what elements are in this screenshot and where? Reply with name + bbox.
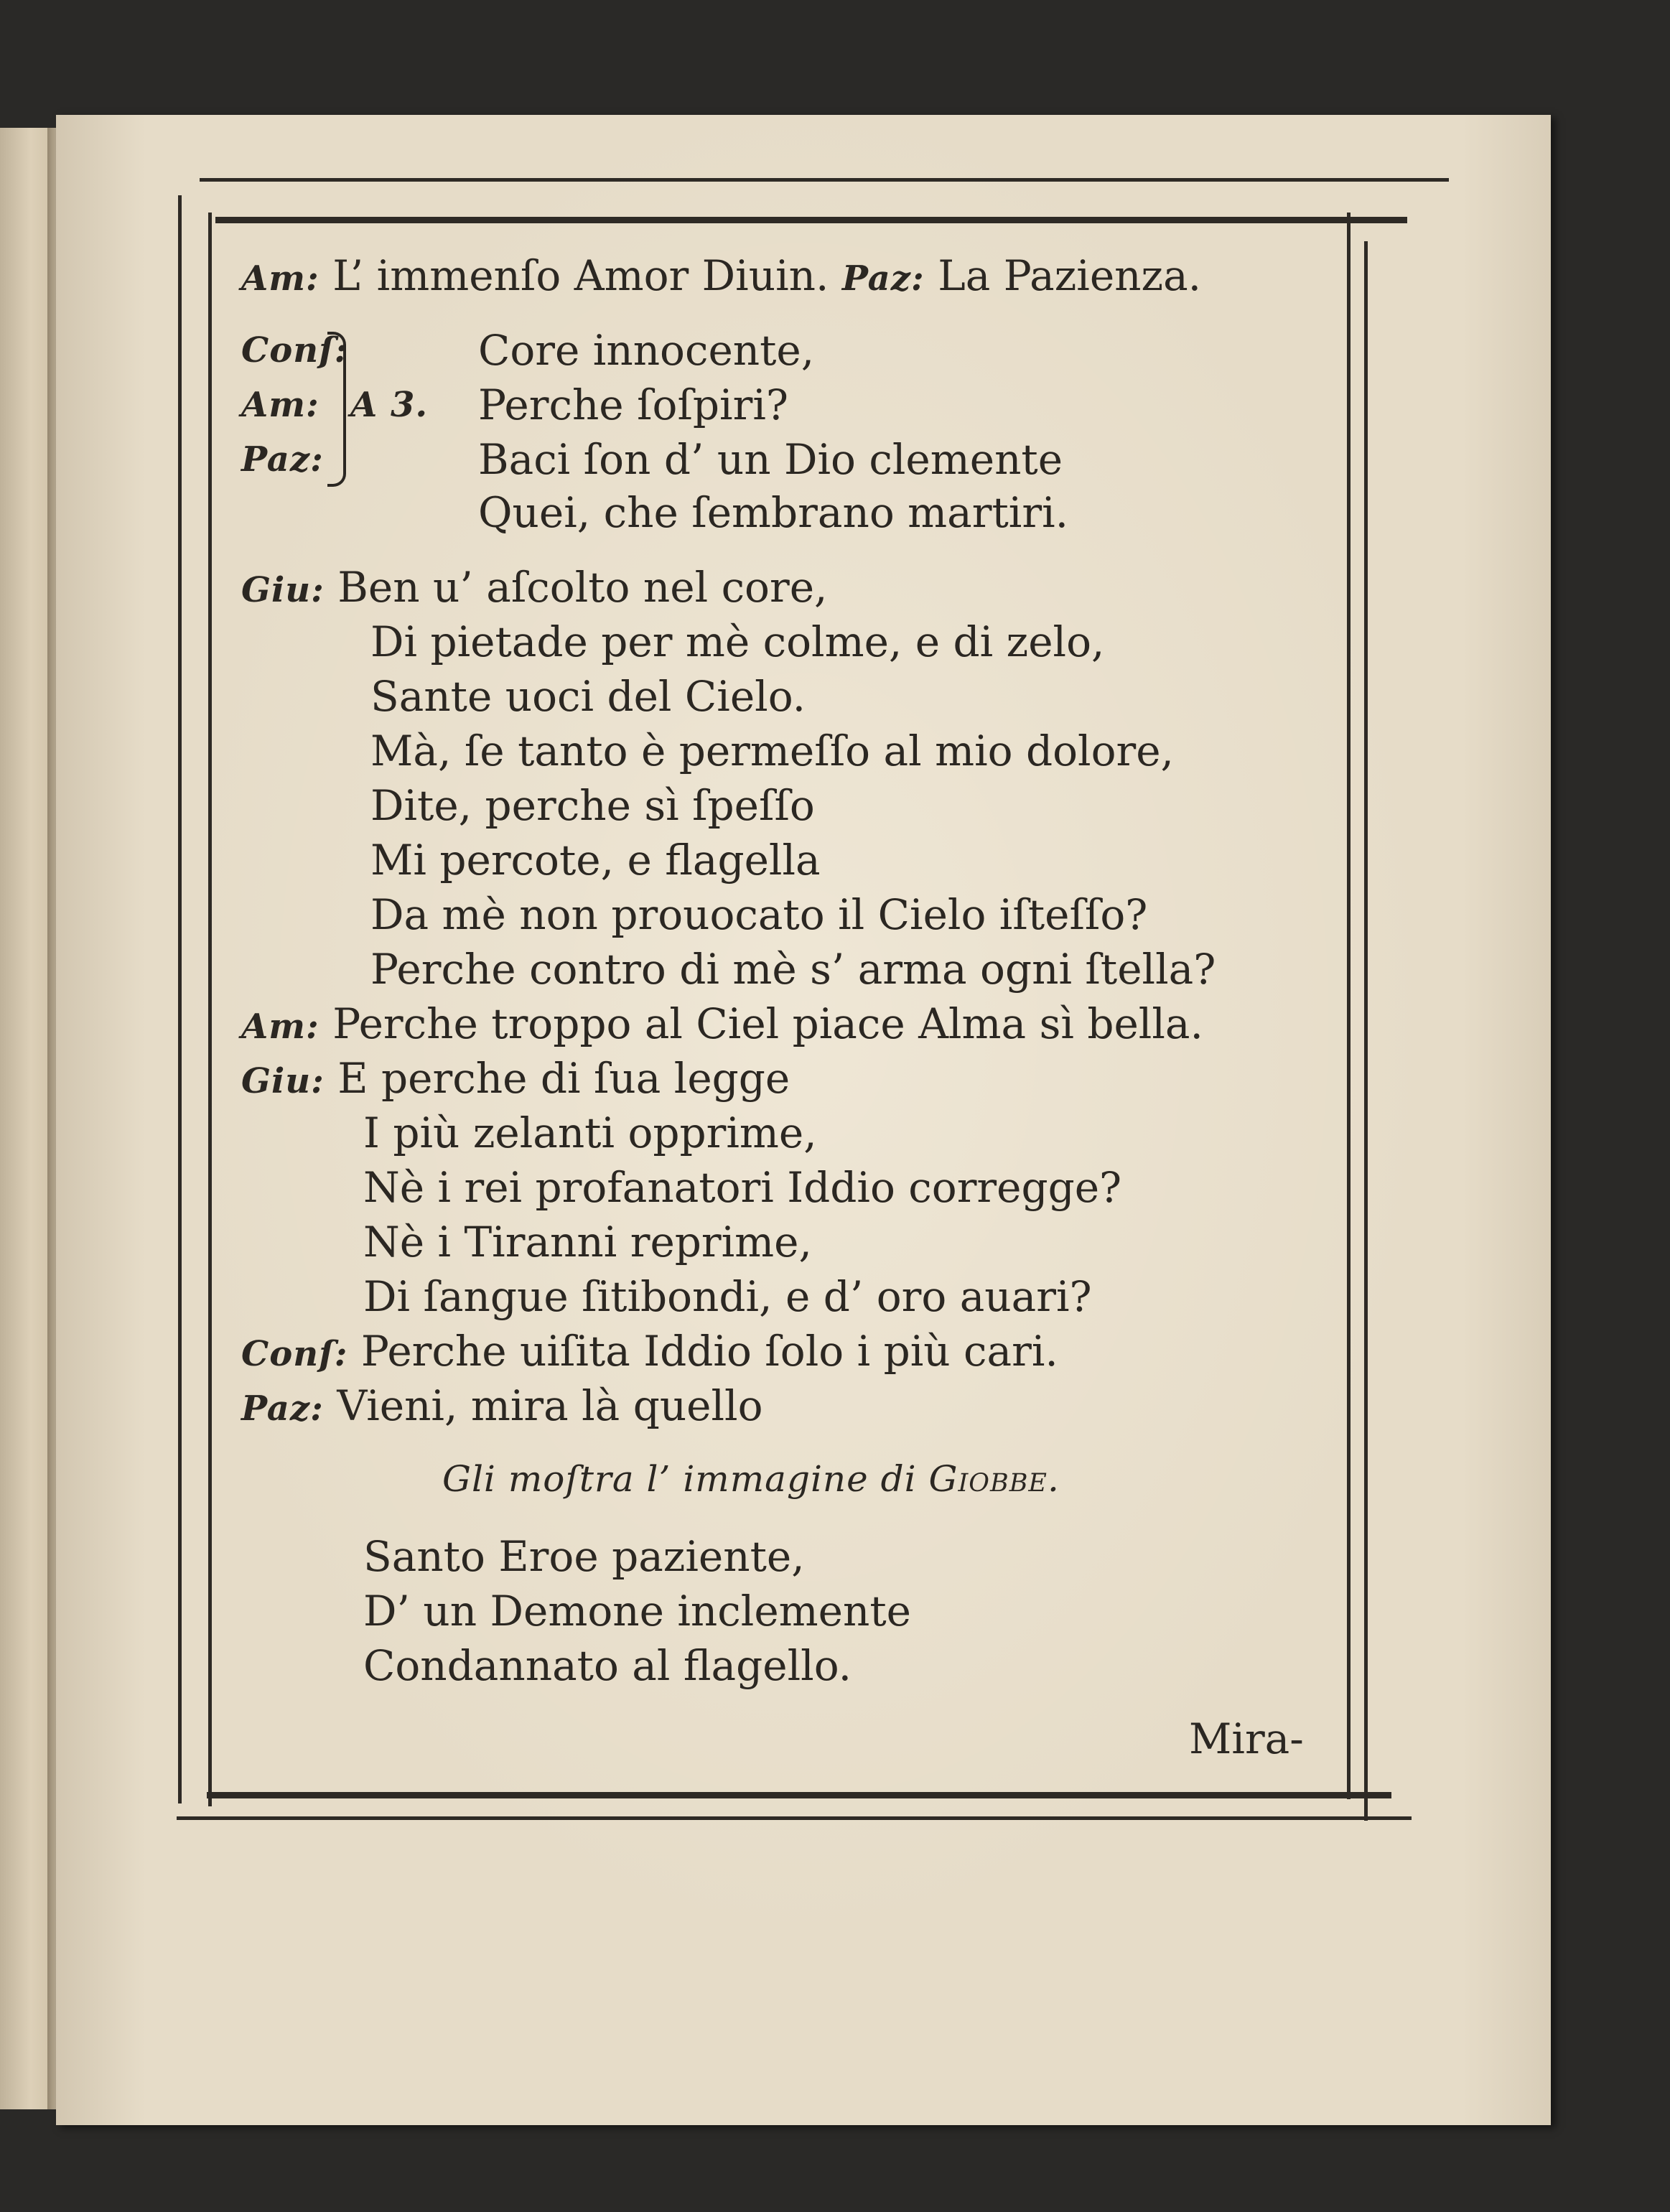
- border-rule-top-inner: [215, 217, 1407, 223]
- verse-line: Di pietade per mè colme, e di zelo,: [370, 617, 1105, 666]
- ensemble-brace: [327, 332, 346, 487]
- verse-text: E perche di ſua legge: [337, 1054, 790, 1103]
- speech-line: [241, 560, 827, 617]
- verse-line: Quei, che ſembrano martiri.: [478, 488, 1069, 537]
- verse-line: D’ un Demone inclemente: [363, 1587, 911, 1635]
- verse-line: Dite, perche sì ſpeſſo: [370, 781, 815, 830]
- verse-text: La Pazienza.: [938, 251, 1202, 300]
- verse-line: Perche ſoſpiri?: [478, 381, 788, 429]
- border-rule-left-outer: [178, 195, 182, 1803]
- border-rule-left-inner: [208, 213, 212, 1806]
- catchword: Mira-: [1189, 1714, 1304, 1763]
- verse-line: Santo Eroe paziente,: [363, 1532, 805, 1581]
- speaker-label: Am:: [241, 258, 319, 299]
- verse-line: Di ſangue ſitibondi, e d’ oro auari?: [363, 1272, 1092, 1321]
- verse-line: Core innocente,: [478, 326, 815, 375]
- speaker-label: Am:: [241, 1007, 319, 1047]
- trio-speaker-label: Am:: [241, 385, 319, 425]
- verse-text: Vieni, mira là quello: [337, 1381, 763, 1430]
- speaker-label: Paz:: [841, 258, 925, 299]
- verse-line: Mà, ſe tanto è permeſſo al mio dolore,: [370, 727, 1174, 775]
- verse-line: Nè i rei profanatori Iddio corregge?: [363, 1163, 1122, 1212]
- speech-line: [241, 1378, 763, 1436]
- trio-speaker-label: Paz:: [241, 439, 324, 480]
- speech-line: [241, 997, 1203, 1054]
- speech-line: [241, 1051, 790, 1109]
- ensemble-mark: A 3.: [350, 385, 429, 425]
- stage-direction: [442, 1452, 1060, 1506]
- speech-line: [241, 1324, 1058, 1381]
- verse-line: Sante uoci del Cielo.: [370, 672, 806, 721]
- speaker-label: Paz:: [241, 1389, 324, 1429]
- verse-text: Perche uiſita Iddio ſolo i più cari.: [360, 1327, 1058, 1376]
- border-rule-right-outer: [1364, 241, 1368, 1821]
- speaker-label: Giu:: [241, 1061, 325, 1101]
- verse-line: Baci ſon d’ un Dio clemente: [478, 435, 1063, 484]
- header-line: [241, 248, 1201, 306]
- verse-line: Condannato al flagello.: [363, 1641, 852, 1690]
- speaker-label: Giu:: [241, 570, 325, 610]
- border-rule-bottom-outer: [177, 1816, 1412, 1820]
- verse-text: L’ immenſo Amor Diuin.: [332, 251, 829, 300]
- verse-text-block: [241, 237, 1347, 1763]
- verse-line: Nè i Tiranni reprime,: [363, 1218, 812, 1266]
- speaker-label: Conſ:: [241, 1334, 348, 1374]
- border-rule-top-outer: [200, 178, 1449, 182]
- verse-text: Ben u’ aſcolto nel core,: [337, 563, 828, 612]
- verse-line: Perche contro di mè s’ arma ogni ſtella?: [370, 945, 1216, 994]
- border-rule-bottom-inner: [207, 1792, 1391, 1798]
- stage-direction-name: Giobbe.: [928, 1458, 1060, 1500]
- trio-speaker-label: Conſ:: [241, 330, 348, 370]
- verse-text: Perche troppo al Ciel piace Alma sì bella.: [332, 999, 1203, 1048]
- border-rule-right-inner: [1347, 213, 1351, 1799]
- verse-line: Da mè non prouocato il Cielo iſteſſo?: [370, 890, 1148, 939]
- verse-line: I più zelanti opprime,: [363, 1109, 817, 1157]
- verse-line: Mi percote, e flagella: [370, 836, 821, 885]
- stage-direction-text: Gli moſtra l’ immagine di: [442, 1458, 917, 1500]
